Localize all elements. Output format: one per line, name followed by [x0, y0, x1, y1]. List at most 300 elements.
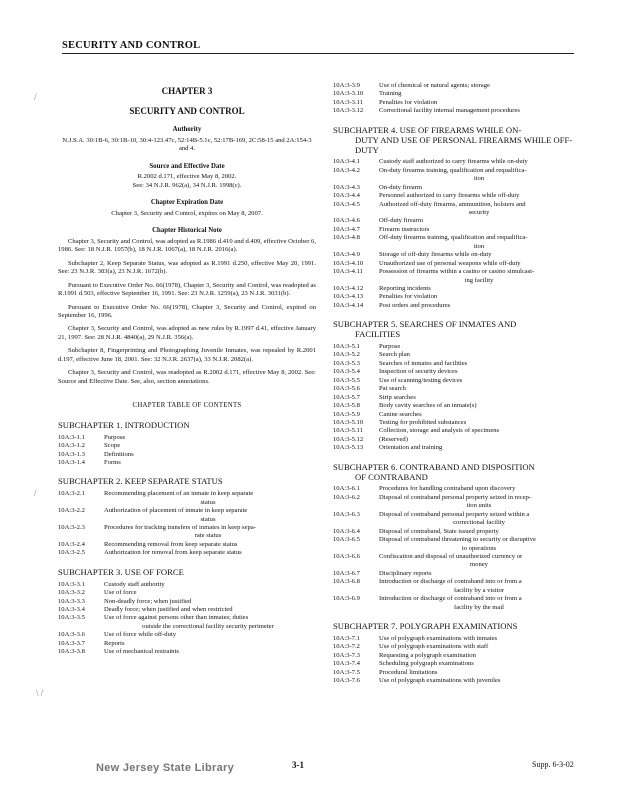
section-title: [379, 643, 583, 651]
toc-row: [333, 82, 583, 90]
section-title: [379, 570, 583, 578]
section-title: [104, 451, 316, 459]
subchapter-block: [58, 477, 316, 557]
chapter-title: SECURITY AND CONTROL: [129, 105, 245, 116]
section-title-text: Confiscation and disposal of unauthorized currency or: [379, 552, 523, 560]
section-title-text: Disciplinary reports: [379, 569, 432, 577]
page-footer: [0, 760, 618, 780]
running-header: [62, 40, 574, 54]
section-title: [379, 226, 583, 234]
toc-row: [333, 268, 583, 285]
subchapter-heading: [333, 463, 583, 483]
toc-row: [333, 536, 583, 553]
section-number: 10A:3-4.9: [333, 251, 360, 259]
section-title: [379, 234, 583, 251]
section-number: 10A:3-2.2: [58, 507, 85, 515]
subchapter-heading-text: SUBCHAPTER 3. USE OF FORCE: [58, 566, 184, 577]
section-title: [379, 553, 583, 570]
section-number: 10A:3-4.7: [333, 225, 360, 233]
toc-row: [333, 677, 583, 685]
section-title-text: Storage of off-duty firearms while on-duty: [379, 251, 492, 259]
history-paragraph: Subchapter 2, Keep Separate Status, was adopted as R.1991 d.250, effective May 20, 1991. See: 23 N.J.R. 383(a), 23 N.J.R. 1672(b).: [58, 259, 316, 276]
section-title-continued: outside the correctional facility security perimeter: [142, 622, 274, 630]
section-title: [379, 184, 583, 192]
toc-row: [58, 640, 316, 648]
section-number: 10A:3-5.6: [333, 385, 360, 393]
section-number: 10A:3-3.11: [333, 98, 363, 106]
section-title-text: Search plan: [379, 351, 410, 359]
subchapter-heading-continued: FACILITIES: [355, 329, 401, 340]
section-number: 10A:3-5.1: [333, 343, 360, 350]
subchapter-heading-text: SUBCHAPTER 6. CONTRABAND AND DISPOSITION: [333, 461, 535, 472]
toc-row: [333, 217, 583, 225]
toc-row: [333, 343, 583, 351]
section-title-text: Strip searches: [379, 393, 416, 401]
left-subchapters: [58, 421, 316, 657]
section-number: 10A:3-6.9: [333, 595, 360, 603]
history-paragraph: Chapter 3, Security and Control, was adopted as R.1986 d.410 and d.409, effective October 6, 1986. See: 18 N.J.R. 1057(b), 18 N.J.R. 1067(a), 18 N.J.R. 2016(a).: [58, 237, 317, 254]
section-title: [379, 368, 583, 376]
section-number: 10A:3-7.5: [333, 668, 360, 676]
section-number: 10A:3-6.3: [333, 510, 360, 518]
section-title-text: Post orders and procedures: [379, 301, 451, 309]
section-title: [379, 302, 583, 310]
section-title-text: Possession of firearms within a casino or casino simulcast-: [379, 268, 535, 276]
section-title: [379, 385, 583, 393]
expiration-heading: Chapter Expiration Date: [150, 199, 224, 207]
section-title-text: Canine searches: [379, 410, 422, 418]
right-subchapters: [333, 126, 583, 686]
toc-row: [333, 234, 583, 251]
toc-row: [58, 631, 316, 639]
section-number: 10A:3-4.5: [333, 200, 360, 208]
continued-items: [333, 82, 583, 116]
toc-row: [333, 427, 583, 435]
section-title-text: Use of polygraph examinations with juveniles: [379, 677, 501, 685]
toc-row: [333, 553, 583, 570]
subchapter-block: [333, 126, 583, 311]
section-number: 10A:3-2.3: [58, 524, 85, 532]
section-title-text: Procedural limitations: [379, 668, 438, 676]
section-number: 10A:3-5.4: [333, 368, 360, 376]
toc-row: [58, 606, 316, 614]
section-title: [379, 394, 583, 402]
toc-row: [333, 90, 583, 98]
subchapter-heading: [58, 421, 316, 431]
toc-row: [333, 578, 583, 595]
section-title-text: On-duty firearms training, qualification and requalifica-: [379, 166, 527, 174]
section-number: 10A:3-4.8: [333, 234, 360, 242]
toc-row: [333, 377, 583, 385]
section-title-text: Collection, storage and analysis of specimens: [379, 427, 500, 435]
section-title: [379, 436, 583, 444]
history-paragraph: Subchapter 8, Fingerprinting and Photographing Juvenile Inmates, was repealed by R.2001 d.197, effective June 18, 2001. See: 32 N.J.R. 2637(a), 33 N.J.R. 2082(a).: [58, 347, 316, 363]
section-title-text: Disposal of contraband threatening to security or disruptive: [379, 536, 536, 544]
section-title-text: Disposal of contraband personal property seized in recep-: [379, 493, 532, 501]
section-title-text: Pat search: [379, 385, 406, 393]
toc-row: [333, 226, 583, 234]
toc-row: [333, 494, 583, 511]
section-title-continued: facility by the mail: [454, 603, 504, 611]
subchapter-heading-text: SUBCHAPTER 4. USE OF FIREARMS WHILE ON-: [333, 124, 522, 135]
toc-row: [58, 459, 316, 467]
section-title: [379, 351, 583, 359]
section-title: [379, 402, 583, 410]
section-number: 10A:3-2.1: [58, 490, 85, 498]
section-number: 10A:3-3.10: [333, 90, 364, 98]
expiration-text: Chapter 3, Security and Control, expires on May 8, 2007.: [111, 209, 263, 217]
section-title: [379, 82, 583, 90]
margin-mark: \ /: [36, 688, 44, 698]
section-title: [379, 99, 583, 107]
toc-row: [58, 507, 316, 524]
section-number: 10A:3-5.10: [333, 418, 364, 426]
section-title-text: Orientation and training: [379, 444, 443, 452]
section-title-text: Penalties for violation: [379, 98, 438, 106]
toc-row: [333, 360, 583, 368]
toc-row: [333, 652, 583, 660]
toc-row: [333, 167, 583, 184]
toc-row: [333, 260, 583, 268]
toc-row: [333, 595, 583, 612]
section-title-text: Off-duty firearms training, qualification and requalifica-: [379, 234, 528, 242]
section-number: 10A:3-3.12: [333, 107, 364, 115]
section-title-text: Purpose: [104, 433, 126, 441]
section-title: [104, 549, 316, 557]
section-title-text: Requesting a polygraph examination: [379, 651, 476, 659]
section-title-text: Use of polygraph examinations with staff: [379, 643, 489, 651]
toc-row: [58, 524, 316, 541]
running-title: SECURITY AND CONTROL: [62, 40, 201, 51]
section-title-text: Use of force: [104, 589, 137, 597]
section-title-text: Searches of inmates and facilities: [379, 359, 468, 367]
section-title-continued: tion units: [466, 502, 492, 510]
section-title: [379, 677, 583, 685]
section-number: 10A:3-6.6: [333, 552, 360, 560]
section-number: 10A:3-5.3: [333, 359, 360, 367]
history-heading: Chapter Historical Note: [152, 227, 222, 235]
section-title-text: Introduction or discharge of contraband into or from a: [379, 595, 522, 603]
section-number: 10A:3-4.14: [333, 301, 364, 309]
authority-heading: Authority: [172, 126, 202, 134]
section-number: 10A:3-2.4: [58, 540, 85, 548]
section-title: [104, 589, 316, 597]
subchapter-block: [58, 568, 316, 657]
section-title-continued: status: [200, 515, 216, 523]
section-title-text: Procedures for tracking transfers of inmates in keep sepa-: [104, 524, 256, 532]
toc-row: [333, 528, 583, 536]
section-title-text: (Reserved): [379, 435, 408, 443]
section-title: [379, 511, 583, 528]
toc-row: [333, 158, 583, 166]
section-title: [104, 507, 316, 524]
toc-row: [333, 201, 583, 218]
section-title-text: Authorized off-duty firearms, ammunition, holsters and: [379, 200, 526, 208]
subchapter-heading-continued: OF CONTRABAND: [355, 471, 428, 482]
section-title: [379, 90, 583, 98]
section-number: 10A:3-7.2: [333, 643, 360, 651]
section-number: 10A:3-3.9: [333, 82, 360, 89]
section-title: [104, 524, 316, 541]
subchapter-heading-text: SUBCHAPTER 2. KEEP SEPARATE STATUS: [58, 476, 223, 487]
toc-row: [333, 184, 583, 192]
source-heading: Source and Effective Date: [149, 162, 225, 170]
section-title-continued: correctional facility: [453, 519, 505, 527]
toc-row: [58, 490, 316, 507]
section-title: [104, 581, 316, 589]
toc-row: [333, 660, 583, 668]
section-title: [379, 595, 583, 612]
section-number: 10A:3-6.8: [333, 578, 360, 586]
section-number: 10A:3-3.7: [58, 639, 85, 647]
section-title-text: Forms: [104, 458, 121, 466]
toc-row: [333, 570, 583, 578]
section-title-text: Use of force against persons other than inmates; duties: [104, 614, 249, 622]
toc-row: [333, 99, 583, 107]
toc-row: [333, 351, 583, 359]
subchapter-heading: [333, 320, 583, 340]
section-number: 10A:3-5.11: [333, 427, 363, 435]
section-title: [379, 293, 583, 301]
toc-row: [333, 285, 583, 293]
section-title-continued: facility by a visitor: [454, 586, 504, 594]
toc-row: [58, 581, 316, 589]
section-number: 10A:3-6.2: [333, 493, 360, 501]
section-title-continued: status: [200, 498, 216, 506]
section-number: 10A:3-1.4: [58, 458, 85, 466]
section-title-text: Scope: [104, 442, 121, 450]
subchapter-block: [58, 421, 316, 468]
toc-row: [333, 411, 583, 419]
section-number: 10A:3-5.2: [333, 351, 360, 359]
history-paragraph: Chapter 3, Security and Control, was readopted as R.2002 d.171, effective May 8, 2002. See: Source and Effective Date. See, also, section annotations.: [58, 369, 316, 385]
section-title: [104, 541, 316, 549]
section-title: [104, 490, 316, 507]
toc-row: [333, 511, 583, 528]
section-number: 10A:3-3.8: [58, 648, 85, 656]
section-title-text: Scheduling polygraph examinations: [379, 660, 474, 668]
section-title-text: Off-duty firearm: [379, 217, 424, 225]
section-title-text: Purpose: [379, 343, 401, 350]
section-number: 10A:3-5.9: [333, 410, 360, 418]
toc-row: [333, 293, 583, 301]
section-title: [379, 635, 583, 643]
subchapter-block: [333, 320, 583, 452]
margin-mark: /: [34, 488, 37, 498]
section-title-text: Correctional facility internal management procedures: [379, 107, 520, 115]
section-number: 10A:3-1.2: [58, 442, 85, 450]
toc-row: [58, 589, 316, 597]
toc-row: [58, 451, 316, 459]
toc-row: [333, 385, 583, 393]
section-title: [104, 598, 316, 606]
toc-row: [333, 444, 583, 452]
section-number: 10A:3-4.1: [333, 158, 360, 166]
section-number: 10A:3-7.1: [333, 634, 360, 642]
section-number: 10A:3-4.2: [333, 166, 360, 174]
toc-row: [333, 419, 583, 427]
section-number: 10A:3-3.2: [58, 589, 85, 597]
section-title-continued: security: [468, 209, 490, 216]
toc-row: [58, 598, 316, 606]
authority-text: N.J.S.A. 30:1B-6, 30:1B-10, 30:4-123.47c, 52:14B-5.1c, 52:17B-169, 2C:58-15 and 2A:154-3 and 4.: [62, 136, 312, 153]
section-title: [379, 444, 583, 452]
page-number: 3-1: [292, 760, 304, 770]
source-line-2: See: 34 N.J.R. 962(a), 34 N.J.R. 1998(c).: [132, 181, 242, 189]
toc-row: [58, 648, 316, 656]
left-column: [58, 82, 316, 657]
section-title: [379, 485, 583, 493]
subchapter-heading-text: SUBCHAPTER 5. SEARCHES OF INMATES AND: [333, 319, 517, 330]
section-number: 10A:3-7.3: [333, 651, 360, 659]
toc-row: [333, 402, 583, 410]
section-number: 10A:3-3.3: [58, 597, 85, 605]
section-title-continued: tion: [473, 175, 485, 183]
section-title: [104, 606, 316, 614]
margin-mark: /: [34, 92, 37, 102]
section-title: [379, 285, 583, 293]
section-number: 10A:3-6.7: [333, 569, 360, 577]
section-title-text: Recommending removal from keep separate status: [104, 540, 238, 548]
section-number: 10A:3-4.12: [333, 284, 364, 292]
section-number: 10A:3-7.4: [333, 660, 360, 668]
section-title-text: Custody staff authorized to carry firearms while on-duty: [379, 158, 528, 166]
subchapter-heading: [58, 477, 316, 487]
section-number: 10A:3-7.6: [333, 677, 360, 685]
section-title-text: Custody staff authority: [104, 580, 165, 588]
section-number: 10A:3-4.10: [333, 259, 364, 267]
section-title-continued: rate status: [194, 532, 222, 540]
section-number: 10A:3-5.12: [333, 435, 364, 443]
subchapter-block: [333, 463, 583, 612]
section-number: 10A:3-6.4: [333, 527, 360, 535]
section-title: [379, 343, 583, 351]
subchapter-block: [333, 622, 583, 686]
section-title-text: Deadly force; when justified and when restricted: [104, 605, 233, 613]
section-title: [104, 631, 316, 639]
section-title-text: Training: [379, 90, 402, 98]
section-number: 10A:3-6.5: [333, 536, 360, 544]
history-paragraph: Pursuant to Executive Order No. 66(1978), Chapter 3, Security and Control, expired on September 16, 1996.: [58, 303, 316, 320]
history-paragraph: Pursuant to Executive Order No. 66(1978), Chapter 3, Security and Control, was readopted as R.1991 d.503, effective September 16, 1991. See: 23 N.J.R. 1259(a), 23 N.J.R. 3031(b).: [58, 281, 316, 298]
library-stamp: New Jersey State Library: [96, 762, 235, 774]
toc-row: [333, 368, 583, 376]
section-title-text: Inspection of security devices: [379, 368, 458, 376]
section-title-continued: tion: [473, 242, 485, 250]
toc-heading: CHAPTER TABLE OF CONTENTS: [132, 402, 242, 410]
subchapter-heading-continued: DUTY AND USE OF PERSONAL FIREARMS WHILE OFF-DUTY: [355, 134, 573, 155]
subchapter-heading-text: SUBCHAPTER 1. INTRODUCTION: [58, 419, 190, 430]
section-title: [104, 614, 316, 631]
right-column: [333, 82, 583, 686]
section-title: [379, 377, 583, 385]
section-title-text: Use of chemical or natural agents; storage: [379, 82, 490, 89]
section-title: [379, 411, 583, 419]
supplement-date: Supp. 6-3-02: [532, 760, 574, 769]
section-title: [379, 217, 583, 225]
section-title-text: Use of polygraph examinations with inmates: [379, 634, 498, 642]
section-title: [379, 158, 583, 166]
section-title: [104, 459, 316, 467]
section-title-text: Unauthorized use of personal weapons while off-duty: [379, 259, 521, 267]
section-title-text: Reports: [104, 639, 125, 647]
history-paragraphs: [58, 238, 316, 386]
subchapter-heading-text: SUBCHAPTER 7. POLYGRAPH EXAMINATIONS: [333, 621, 518, 631]
toc-row: [58, 541, 316, 549]
section-number: 10A:3-4.11: [333, 268, 363, 276]
section-title: [379, 578, 583, 595]
toc-row: [333, 635, 583, 643]
toc-row: [333, 251, 583, 259]
toc-row: [333, 669, 583, 677]
section-title: [379, 260, 583, 268]
section-title: [379, 528, 583, 536]
section-title: [379, 107, 583, 115]
section-number: 10A:3-4.3: [333, 183, 360, 191]
toc-row: [333, 436, 583, 444]
section-title: [379, 167, 583, 184]
section-title-text: Testing for prohibited substances: [379, 418, 467, 426]
section-title: [104, 640, 316, 648]
section-number: 10A:3-4.6: [333, 217, 360, 225]
section-title-text: Personnel authorized to carry firearms while off-duty: [379, 192, 520, 200]
toc-row: [333, 107, 583, 115]
section-title: [104, 442, 316, 450]
section-title-text: Non-deadly force; when justified: [104, 597, 192, 605]
history-paragraph: Chapter 3, Security and Control, was adopted as new rules by R.1997 d.41, effective January 21, 1997. See: 28 N.J.R. 4840(a), 29 N.J.R. 356(a).: [58, 325, 316, 341]
section-title-text: Definitions: [104, 450, 134, 458]
section-number: 10A:3-3.4: [58, 605, 85, 613]
section-title: [379, 192, 583, 200]
section-title: [379, 201, 583, 218]
section-title-continued: ing facility: [464, 276, 494, 284]
section-title-text: Disposal of contraband personal property seized within a: [379, 510, 530, 518]
section-number: 10A:3-2.5: [58, 549, 85, 557]
section-title-text: Penalties for violation: [379, 293, 438, 301]
section-number: 10A:3-4.4: [333, 192, 360, 200]
section-title: [379, 251, 583, 259]
section-title: [379, 652, 583, 660]
section-title: [379, 360, 583, 368]
section-number: 10A:3-5.8: [333, 402, 360, 410]
toc-row: [333, 192, 583, 200]
toc-row: [58, 549, 316, 557]
toc-row: [58, 434, 316, 442]
section-title-text: Authorization of placement of inmate in keep separate: [104, 507, 248, 515]
section-title-continued: to operations: [461, 544, 497, 552]
section-number: 10A:3-5.7: [333, 393, 360, 401]
section-title-text: Procedures for handling contraband upon discovery: [379, 485, 516, 493]
toc-row: [58, 614, 316, 631]
section-number: 10A:3-6.1: [333, 485, 360, 493]
section-title-text: Firearm instructors: [379, 225, 430, 233]
section-number: 10A:3-3.6: [58, 631, 85, 639]
section-title-text: Reporting incidents: [379, 284, 431, 292]
section-number: 10A:3-5.5: [333, 376, 360, 384]
section-number: 10A:3-1.3: [58, 450, 85, 458]
section-title: [379, 427, 583, 435]
section-title: [379, 536, 583, 553]
toc-row: [333, 485, 583, 493]
section-title-text: Authorization for removal from keep separate status: [104, 549, 242, 557]
section-title-text: Use of scanning/testing devices: [379, 376, 463, 384]
section-number: 10A:3-4.13: [333, 293, 364, 301]
subchapter-heading: [333, 126, 583, 156]
section-title-text: Body cavity searches of an inmate(s): [379, 402, 477, 410]
section-title-text: Use of mechanical restraints: [104, 648, 179, 656]
chapter-label: CHAPTER 3: [161, 86, 213, 96]
section-number: 10A:3-3.1: [58, 580, 85, 588]
